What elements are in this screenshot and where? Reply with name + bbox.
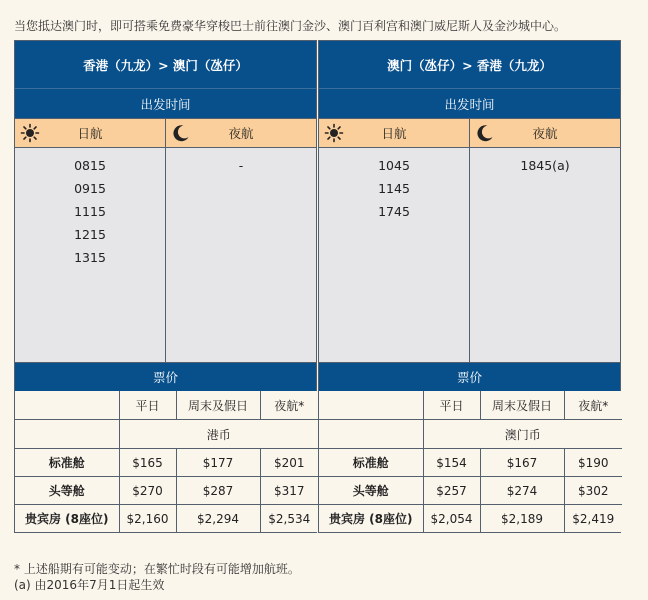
day-column-header: [319, 119, 469, 147]
fare-table: [15, 391, 318, 532]
fare-cell: $190: [564, 449, 622, 477]
night-times-column: [469, 148, 620, 362]
fare-cell: $2,160: [119, 505, 176, 533]
sun-icon: [20, 123, 40, 143]
class-label: 贵宾房 (8座位): [15, 505, 119, 533]
fare-cell: $270: [119, 477, 176, 505]
departure-time: -: [238, 158, 244, 173]
currency-label: 港币: [119, 420, 318, 449]
day-times-column: [319, 148, 469, 362]
departure-time: 0915: [74, 181, 106, 196]
class-label: 标准舱: [15, 449, 119, 477]
intro-text: 当您抵达澳门时，即可搭乘免费豪华穿梭巴士前往澳门金沙、澳门百利宫和澳门威尼斯人及金沙城中心。: [14, 19, 567, 33]
fare-cell: $2,054: [423, 505, 480, 533]
footnote-effective-date: (a) 由2016年7月1日起生效: [14, 578, 165, 592]
moon-icon: [171, 123, 191, 143]
column-header: 夜航*: [564, 391, 622, 420]
fare-cell: $2,534: [260, 505, 318, 533]
fare-cell: $302: [564, 477, 622, 505]
schedule-panel-hk-to-macau: [14, 40, 317, 533]
fare-cell: $257: [423, 477, 480, 505]
departure-time: 1045: [378, 158, 410, 173]
departure-time-header: 出发时间: [15, 89, 316, 118]
table-row: [319, 449, 622, 477]
day-column-header: [15, 119, 165, 147]
fare-cell: $287: [176, 477, 260, 505]
sun-icon: [324, 123, 344, 143]
fare-columns-row: [15, 391, 318, 420]
departure-time-header: 出发时间: [319, 89, 620, 118]
fare-cell: $274: [480, 477, 564, 505]
fare-header: 票价: [15, 362, 316, 391]
departure-time: 1145: [378, 181, 410, 196]
fare-header: 票价: [319, 362, 620, 391]
class-label: 头等舱: [15, 477, 119, 505]
class-label: 贵宾房 (8座位): [319, 505, 423, 533]
fare-cell: $154: [423, 449, 480, 477]
fare-cell: $2,294: [176, 505, 260, 533]
departure-times: [319, 148, 620, 362]
day-label: 日航: [381, 126, 407, 141]
empty-cell: [319, 420, 423, 449]
fare-cell: $2,419: [564, 505, 622, 533]
column-header: 平日: [423, 391, 480, 420]
fare-cell: $317: [260, 477, 318, 505]
column-header: 平日: [119, 391, 176, 420]
day-night-band: [319, 118, 620, 148]
departure-time: 1115: [74, 204, 106, 219]
night-label: 夜航: [228, 126, 254, 141]
table-row: [15, 505, 318, 533]
fare-cell: $165: [119, 449, 176, 477]
empty-cell: [319, 391, 423, 420]
table-row: [15, 477, 318, 505]
day-times-column: [15, 148, 165, 362]
fare-cell: $201: [260, 449, 318, 477]
currency-row: [15, 420, 318, 449]
empty-cell: [15, 391, 119, 420]
column-header: 夜航*: [260, 391, 318, 420]
schedule-panel-macau-to-hk: [318, 40, 621, 533]
empty-cell: [15, 420, 119, 449]
night-column-header: [469, 119, 620, 147]
table-row: [15, 449, 318, 477]
currency-label: 澳门币: [423, 420, 622, 449]
night-times-column: [165, 148, 316, 362]
departure-time: 1845(a): [520, 158, 570, 173]
day-label: 日航: [77, 126, 103, 141]
moon-icon: [475, 123, 495, 143]
fare-cell: $177: [176, 449, 260, 477]
column-header: 周末及假日: [480, 391, 564, 420]
departure-time: 1215: [74, 227, 106, 242]
departure-times: [15, 148, 316, 362]
column-header: 周末及假日: [176, 391, 260, 420]
footnote-schedule-change: * 上述船期有可能变动；在繁忙时段有可能增加航班。: [14, 562, 300, 576]
fare-columns-row: [319, 391, 622, 420]
class-label: 头等舱: [319, 477, 423, 505]
night-column-header: [165, 119, 316, 147]
fare-cell: $2,189: [480, 505, 564, 533]
route-title: 香港（九龙）> 澳门（氹仔）: [15, 41, 316, 89]
route-title: 澳门（氹仔）> 香港（九龙）: [319, 41, 620, 89]
departure-time: 1745: [378, 204, 410, 219]
departure-time: 1315: [74, 250, 106, 265]
table-row: [319, 505, 622, 533]
table-row: [319, 477, 622, 505]
departure-time: 0815: [74, 158, 106, 173]
day-night-band: [15, 118, 316, 148]
fare-table: [319, 391, 622, 532]
fare-cell: $167: [480, 449, 564, 477]
currency-row: [319, 420, 622, 449]
class-label: 标准舱: [319, 449, 423, 477]
night-label: 夜航: [532, 126, 558, 141]
